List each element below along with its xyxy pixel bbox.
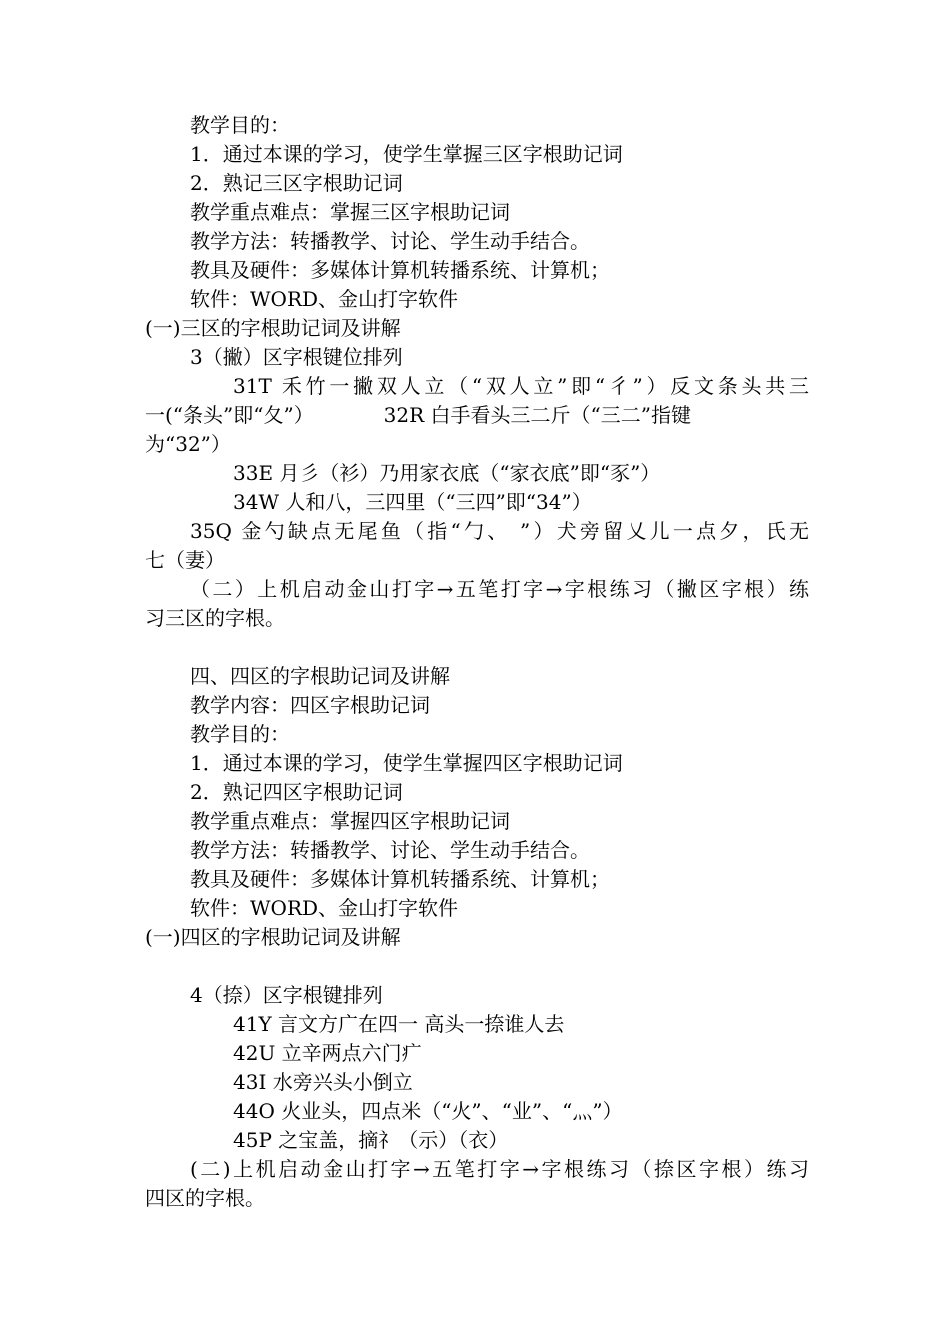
key-34: 34W 人和八，三四里（“三四”即“34”） xyxy=(233,490,592,514)
goal-heading: 教学目的： xyxy=(190,113,290,137)
part2-line-2: 习三区的字根。 xyxy=(145,606,285,630)
teaching-tools: 教具及硬件：多媒体计算机转播系统、计算机； xyxy=(190,867,610,891)
part1-title: (一)四区的字根助记词及讲解 xyxy=(145,925,401,949)
teaching-content: 教学内容：四区字根助记词 xyxy=(190,693,430,717)
key-layout-title: 3（撇）区字根键位排列 xyxy=(190,345,403,369)
key-42: 42U 立辛两点六门疒 xyxy=(233,1041,422,1065)
key-31-line-3: 为“32”） xyxy=(145,432,231,456)
key-31-line-2: 一(“条头”即“夂”） 32R 白手看头三二斤（“三二”指键 xyxy=(145,403,691,427)
key-45: 45P 之宝盖，摘礻（示）（衣） xyxy=(233,1128,509,1152)
goal-item-1: 1．通过本课的学习，使学生掌握三区字根助记词 xyxy=(190,142,623,166)
software: 软件：WORD、金山打字软件 xyxy=(190,896,459,920)
key-35-line-1: 35Q 金勺缺点无尾鱼（指“勹、 ”）犬旁留乂儿一点夕，氏无 xyxy=(190,519,809,543)
key-points: 教学重点难点：掌握三区字根助记词 xyxy=(190,200,510,224)
part2-line-1: (二)上机启动金山打字→五笔打字→字根练习（捺区字根）练习 xyxy=(190,1157,809,1181)
software: 软件：WORD、金山打字软件 xyxy=(190,287,459,311)
teaching-tools: 教具及硬件：多媒体计算机转播系统、计算机； xyxy=(190,258,610,282)
key-31-line-1: 31T 禾竹一撇双人立（“双人立”即“彳”）反文条头共三 xyxy=(233,374,809,398)
goal-item-1: 1．通过本课的学习，使学生掌握四区字根助记词 xyxy=(190,751,623,775)
key-33: 33E 月彡（衫）乃用家衣底（“家衣底”即“豕”） xyxy=(233,461,661,485)
key-layout-title: 4（捺）区字根键排列 xyxy=(190,983,383,1007)
key-41: 41Y 言文方广在四一 高头一捺谁人去 xyxy=(233,1012,565,1036)
teaching-method: 教学方法：转播教学、讨论、学生动手结合。 xyxy=(190,838,590,862)
part2-line-2: 四区的字根。 xyxy=(145,1186,265,1210)
part1-title: (一)三区的字根助记词及讲解 xyxy=(145,316,401,340)
key-43: 43I 水旁兴头小倒立 xyxy=(233,1070,413,1094)
teaching-method: 教学方法：转播教学、讨论、学生动手结合。 xyxy=(190,229,590,253)
key-35-line-2: 七（妻） xyxy=(145,548,225,572)
key-points: 教学重点难点：掌握四区字根助记词 xyxy=(190,809,510,833)
key-44: 44O 火业头，四点米（“火”、“业”、“灬”） xyxy=(233,1099,623,1123)
goal-item-2: 2．熟记四区字根助记词 xyxy=(190,780,403,804)
part2-line-1: （二）上机启动金山打字→五笔打字→字根练习（撇区字根）练 xyxy=(190,577,809,601)
section-title: 四、四区的字根助记词及讲解 xyxy=(190,664,450,688)
goal-heading: 教学目的： xyxy=(190,722,290,746)
goal-item-2: 2．熟记三区字根助记词 xyxy=(190,171,403,195)
